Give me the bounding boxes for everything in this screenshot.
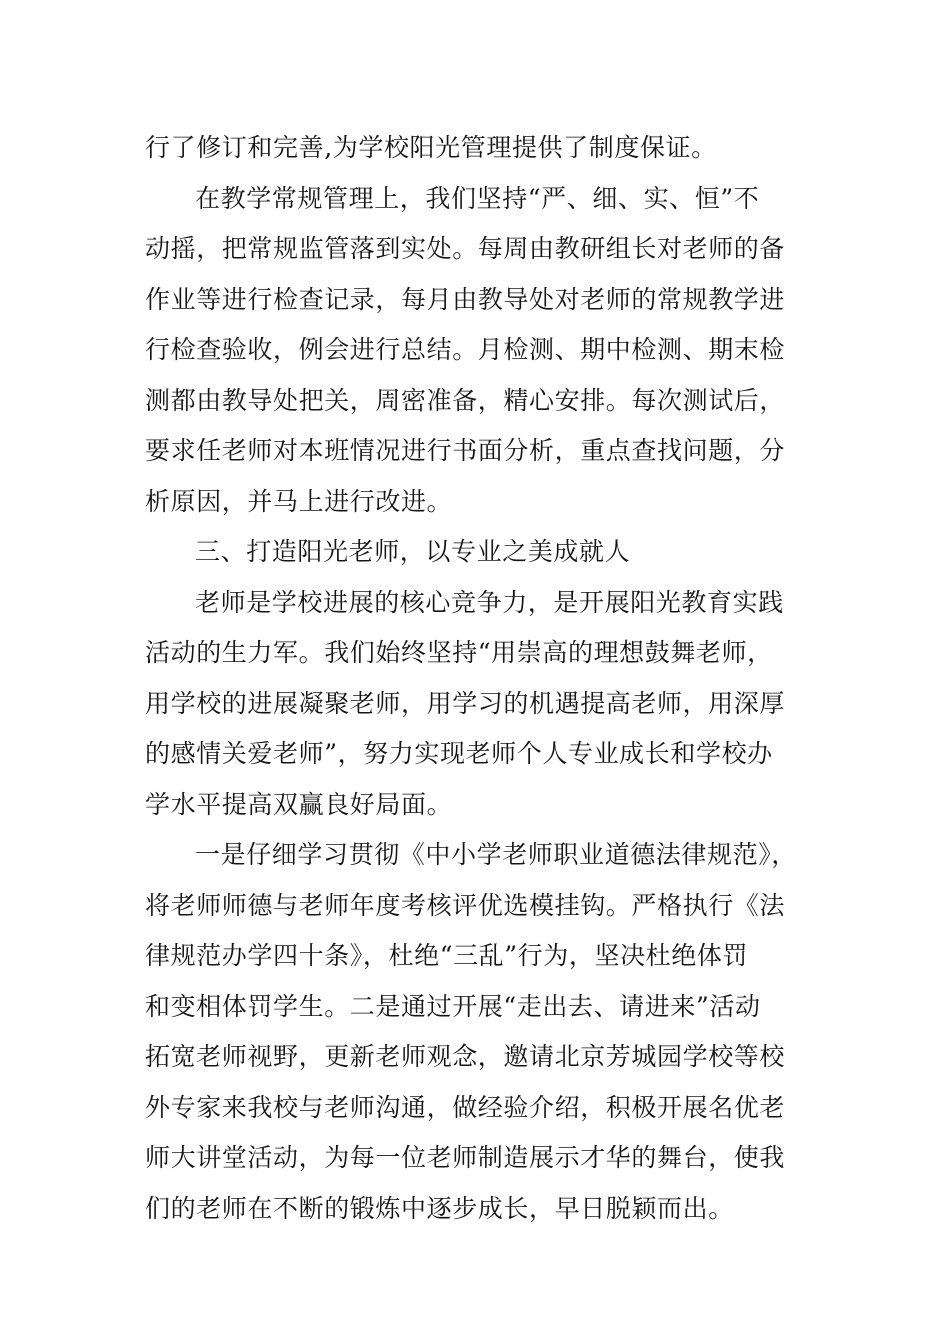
text-line: 将老师师德与老师年度考核评优选模挂钩。严格执行《法 [145, 890, 786, 920]
text-line: 和变相体罚学生。二是通过开展“走出去、请进来”活动 [145, 991, 761, 1021]
text-line: 测都由教导处把关，周密准备，精心安排。每次测试后， [145, 385, 786, 415]
text-line: 行检查验收，例会进行总结。月检测、期中检测、期末检 [145, 335, 786, 364]
text-line: 用学校的进展凝聚老师，用学习的机遇提高老师，用深厚 [145, 688, 786, 718]
section-heading: 三、打造阳光老师，以专业之美成就人 [195, 537, 631, 566]
text-line: 动摇，把常规监管落到实处。每周由教研组长对老师的备 [145, 234, 786, 263]
text-line: 们的老师在不断的锻炼中逐步成长，早日脱颖而出。 [145, 1193, 734, 1223]
text-line: 外专家来我校与老师沟通，做经验介绍，积极开展名优老 [145, 1092, 786, 1122]
text-line: 析原因，并马上进行改进。 [145, 486, 453, 516]
text-line: 的感情关爱老师”，努力实现老师个人专业成长和学校办 [145, 739, 773, 768]
text-line: 学水平提高双赢良好局面。 [145, 789, 453, 819]
text-line: 师大讲堂活动，为每一位老师制造展示才华的舞台，使我 [145, 1143, 786, 1172]
text-line: 作业等进行检查记录，每月由教导处对老师的常规教学进 [145, 284, 786, 314]
text-line: 要求任老师对本班情况进行书面分析，重点查找问题，分 [145, 436, 786, 465]
text-line: 拓宽老师视野，更新老师观念，邀请北京芳城园学校等校 [145, 1042, 786, 1071]
text-line: 行了修订和完善,为学校阳光管理提供了制度保证。 [145, 133, 717, 162]
text-line: 在教学常规管理上，我们坚持“严、细、实、恒”不 [195, 183, 760, 213]
text-line: 老师是学校进展的核心竞争力，是开展阳光教育实践 [195, 587, 784, 617]
text-line: 活动的生力军。我们始终坚持“用崇高的理想鼓舞老师， [145, 638, 773, 667]
body-text [145, 123, 810, 1234]
text-line: 一是仔细学习贯彻《中小学老师职业道德法律规范》， [195, 840, 797, 869]
text-line: 律规范办学四十条》，杜绝“三乱”行为，坚决杜绝体罚 [145, 941, 749, 970]
